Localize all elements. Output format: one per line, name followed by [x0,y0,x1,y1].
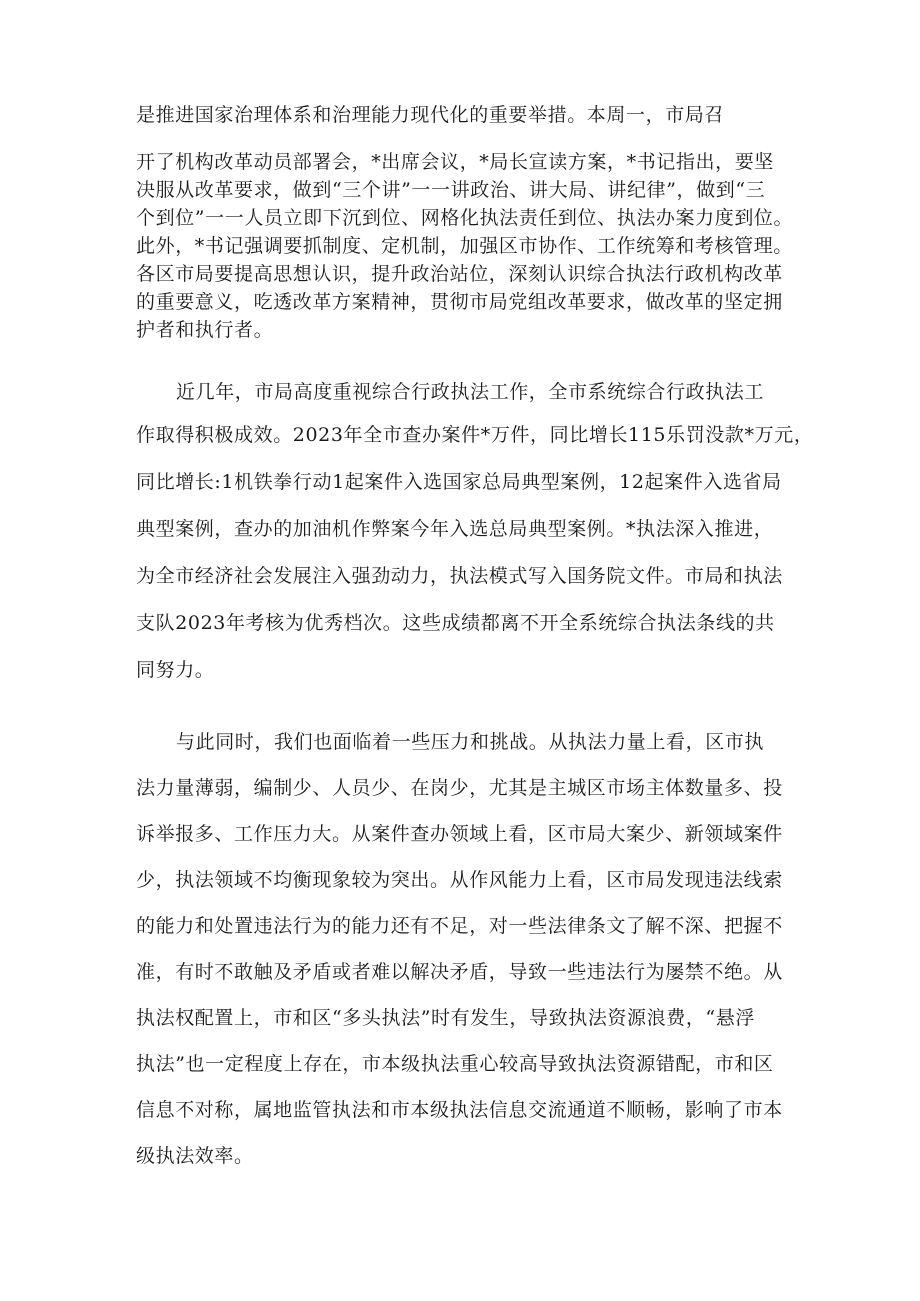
paragraph-2-line-1: 近几年，市局高度重视综合行政执法工作，全市系统综合行政执法工 [176,381,765,403]
paragraph-2-line-3: 同比增长:1机铁拳行动1起案件入选国家总局典型案例，12起案件入选省局 [136,471,782,493]
paragraph-3-line-4: 少，执法领域不均衡现象较为突出。从作风能力上看，区市局发现违法线索 [136,869,783,891]
paragraph-3-line-2: 法力量薄弱，编制少、人员少、在岗少，尤其是主城区市场主体数量多、投 [136,777,783,799]
paragraph-2-line-7: 同努力。 [136,659,215,681]
paragraph-1-line-7: 的重要意义，吃透改革方案精神，贯彻市局党组改革要求，做改革的坚定拥 [136,291,783,313]
paragraph-3-line-7: 执法权配置上，市和区“多头执法”时有发生，导致执法资源浪费，“悬浮 [136,1007,755,1029]
paragraph-3-line-6: 准，有时不敢触及矛盾或者难以解决矛盾，导致一些违法行为屡禁不绝。从 [136,961,783,983]
paragraph-1-line-1: 是推进国家治理体系和治理能力现代化的重要举措。本周一，市局召 [136,104,725,126]
paragraph-3-line-8: 执法”也一定程度上存在，市本级执法重心较高导致执法资源错配，市和区 [136,1053,774,1075]
paragraph-1-line-3: 决服从改革要求，做到“三个讲”一一讲政治、讲大局、讲纪律”，做到“三 [136,179,766,201]
paragraph-3-line-10: 级执法效率。 [136,1145,254,1167]
paragraph-3-line-3: 诉举报多、工作压力大。从案件查办领域上看，区市局大案少、新领域案件 [136,823,783,845]
paragraph-2-line-6: 支队2023年考核为优秀档次。这些成绩都离不开全系统综合执法条线的共 [136,612,775,634]
paragraph-1-line-6: 各区市局要提高思想认识，提升政治站位，深刻认识综合执法行政机构改革 [136,263,783,285]
paragraph-2-line-2: 作取得积极成效。2023年全市查办案件*万件，同比增长115乐罚没款*万元， [136,424,814,446]
paragraph-1-line-4: 个到位”一一人员立即下沉到位、网格化执法责任到位、执法办案力度到位。 [136,207,794,229]
paragraph-2-line-5: 为全市经济社会发展注入强劲动力，执法模式写入国务院文件。市局和执法 [136,565,783,587]
paragraph-2-line-4: 典型案例，查办的加油机作弊案今年入选总局典型案例。*执法深入推进， [136,518,774,540]
paragraph-1-line-8: 护者和执行者。 [136,319,274,341]
paragraph-1-line-5: 此外，*书记强调要抓制度、定机制，加强区市协作、工作统筹和考核管理。 [136,235,793,257]
paragraph-1-line-2: 开了机构改革动员部署会，*出席会议，*局长宣读方案，*书记指出，要坚 [136,151,774,173]
paragraph-3-line-1: 与此同时，我们也面临着一些压力和挑战。从执法力量上看，区市执 [176,731,765,753]
paragraph-3-line-5: 的能力和处置违法行为的能力还有不足，对一些法律条文了解不深、把握不 [136,915,783,937]
paragraph-3-line-9: 信息不对称，属地监管执法和市本级执法信息交流通道不顺畅，影响了市本 [136,1099,783,1121]
